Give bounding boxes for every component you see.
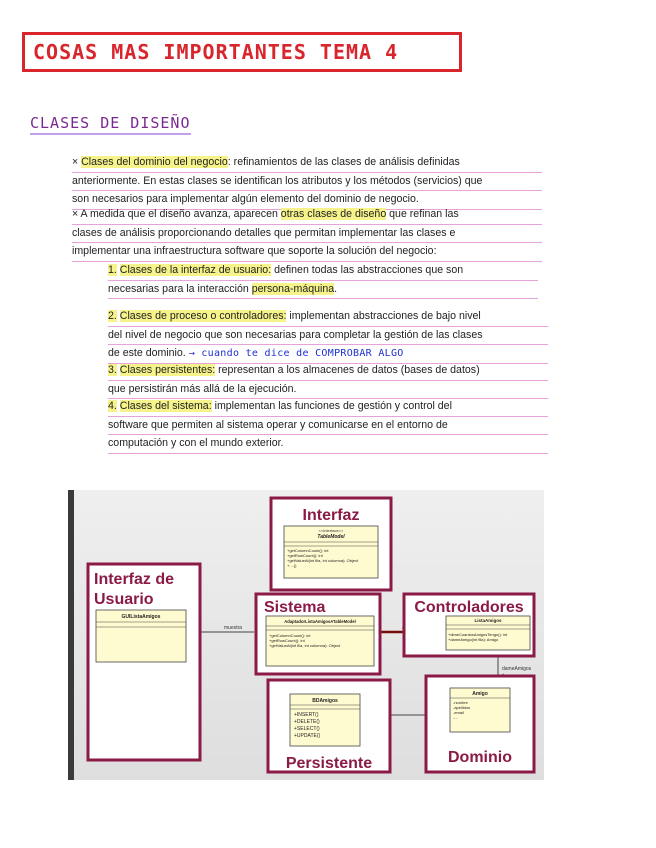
class-op: +getValueAt(int fila, int columna): Object bbox=[269, 643, 341, 648]
group-label-ui-2: Usuario bbox=[94, 591, 154, 608]
section-title: CLASES DE DISEÑO bbox=[30, 114, 191, 135]
item-title: Clases persistentes: bbox=[119, 364, 216, 376]
class-op: +getColumnCount(): int bbox=[269, 633, 311, 638]
page-title: COSAS MAS IMPORTANTES TEMA 4 bbox=[33, 40, 399, 64]
highlight: persona-máquina bbox=[251, 282, 335, 295]
item-title: Clases del sistema: bbox=[119, 400, 212, 412]
class-op: +getColumnCount(): int bbox=[287, 548, 329, 553]
text-line: 1. Clases de la interfaz de usuario: definen todas las abstracciones que son bbox=[108, 262, 538, 281]
group-label-sistema: Sistema bbox=[264, 599, 326, 616]
text-line: software que permiten al sistema operar y comunicarse en el entorno de bbox=[108, 417, 548, 436]
item-number: 1. bbox=[108, 264, 117, 276]
list-item-1 bbox=[108, 262, 538, 299]
intro-paragraph-2 bbox=[72, 206, 542, 262]
class-op: +dimeCuantosAmigosTengo(): int bbox=[448, 632, 508, 637]
class-op: +getRowCount(): int bbox=[287, 553, 323, 558]
list-item-4 bbox=[108, 398, 548, 454]
class-op: +getValueAt(int fila, int columna): Object bbox=[287, 558, 359, 563]
text-line: 4. Clases del sistema: implementan las funciones de gestión y control del bbox=[108, 398, 548, 417]
class-op: +getRowCount(): int bbox=[269, 638, 305, 643]
edge-label-muestra: muestra bbox=[224, 625, 243, 631]
highlight: otras clases de diseño bbox=[280, 208, 387, 220]
class-op: +dameAmigo(int fila): Amigo bbox=[448, 637, 499, 642]
title-box bbox=[22, 32, 462, 72]
class-attr: -email bbox=[453, 710, 464, 715]
text-line: × A medida que el diseño avanza, aparecen otras clases de diseño que refinan las bbox=[72, 206, 542, 225]
item-number: 3. bbox=[108, 364, 117, 376]
class-name: AdaptadorListaAmigosATableModel bbox=[284, 619, 356, 624]
text-line: computación y con el mundo exterior. bbox=[108, 435, 548, 454]
text-line: clases de análisis proporcionando detalles que permitan implementar las clases e bbox=[72, 225, 542, 244]
item-title: Clases de proceso o controladores: bbox=[119, 310, 287, 322]
class-attr: -apellidos bbox=[453, 705, 471, 710]
text-line: necesarias para la interacción persona-máquina. bbox=[108, 281, 538, 300]
item-number: 2. bbox=[108, 310, 117, 322]
list-item-3 bbox=[108, 362, 548, 399]
class-op: +SELECT() bbox=[294, 726, 320, 732]
class-name: BDAmigos bbox=[312, 698, 338, 704]
class-attr: -nombre bbox=[453, 700, 468, 705]
group-label-dominio: Dominio bbox=[448, 749, 512, 766]
text-line: anteriormente. En estas clases se identifican los atributos y los métodos (servicios) que bbox=[72, 173, 542, 192]
class-name: Amigo bbox=[472, 691, 488, 697]
text-line: que persistirán más allá de la ejecución. bbox=[108, 381, 548, 400]
edge-label-dame: dameAmigos bbox=[502, 666, 532, 672]
text-line: 3. Clases persistentes: representan a los almacenes de datos (bases de datos) bbox=[108, 362, 548, 381]
class-name: TableModel bbox=[317, 534, 345, 540]
class-op: +UPDATE() bbox=[294, 733, 321, 739]
class-op: +INSERT() bbox=[294, 712, 319, 718]
text-line: × Clases del dominio del negocio: refinamientos de las clases de análisis definidas bbox=[72, 154, 542, 173]
group-label-controladores: Controladores bbox=[414, 599, 524, 616]
group-label-persistente: Persistente bbox=[285, 755, 373, 772]
text-line: 2. Clases de proceso o controladores: implementan abstracciones de bajo nivel bbox=[108, 308, 548, 327]
class-name: GUIListaAmigos bbox=[121, 614, 161, 620]
list-item-2 bbox=[108, 308, 548, 364]
class-name: ListaAmigos bbox=[474, 618, 502, 623]
text-line: implementar una infraestructura software que soporte la solución del negocio: bbox=[72, 243, 542, 262]
class-attr: -... bbox=[453, 715, 458, 720]
class-op: +DELETE() bbox=[294, 719, 320, 725]
item-title: Clases de la interfaz de usuario: bbox=[119, 264, 272, 276]
group-label-interfaz: Interfaz bbox=[302, 507, 360, 524]
handwritten-note: → cuando te dice de COMPROBAR ALGO bbox=[188, 348, 404, 359]
text-line: del nivel de negocio que son necesarias para completar la gestión de las clases bbox=[108, 327, 548, 346]
group-label-ui-1: Interfaz de bbox=[94, 571, 175, 588]
text-line: de este dominio. → cuando te dice de COMPROBAR ALGO bbox=[108, 345, 548, 364]
stereotype-text: <<interface>> bbox=[318, 528, 344, 533]
highlight: Clases del dominio del negocio bbox=[81, 156, 228, 168]
uml-diagram bbox=[68, 490, 544, 780]
item-number: 4. bbox=[108, 400, 117, 412]
text-line: son necesarios para implementar algún elemento del dominio de negocio. bbox=[72, 191, 542, 210]
class-op: +....() bbox=[287, 563, 297, 568]
intro-paragraph-1 bbox=[72, 154, 542, 210]
